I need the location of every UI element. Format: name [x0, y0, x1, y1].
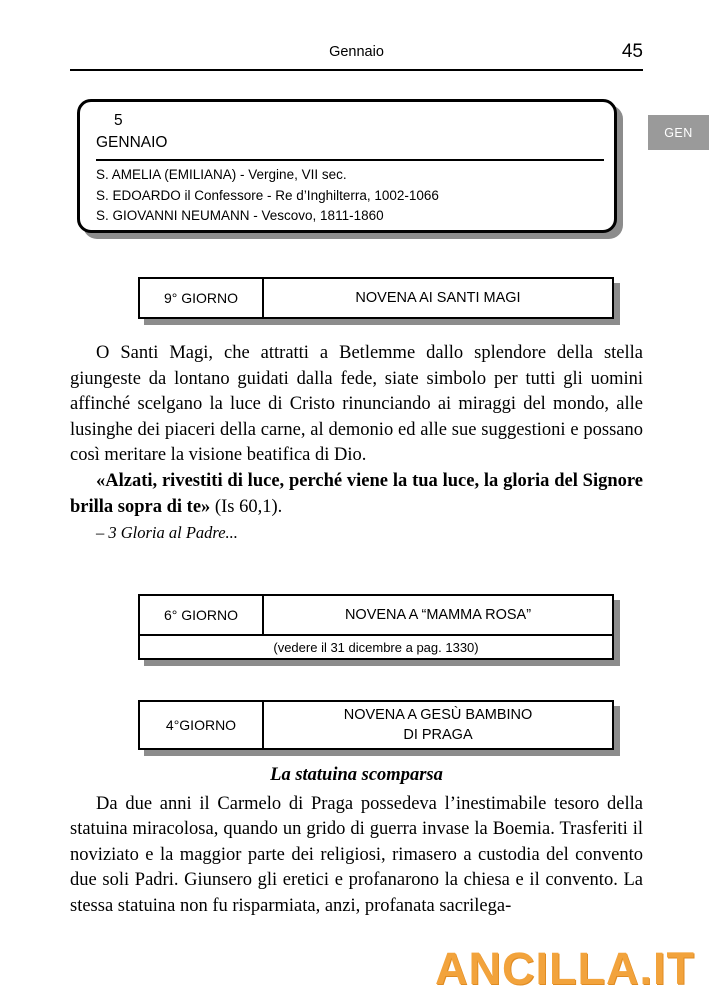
novena-1-day-label: 9° GIORNO	[140, 279, 264, 317]
list-item: S. EDOARDO il Confessore - Re d’Inghilterra, 1002-1066	[96, 187, 439, 203]
novena-3-title	[264, 702, 612, 748]
month-side-tab: GEN	[648, 115, 709, 150]
story-title: La statuina scomparsa	[270, 765, 443, 785]
novena-2-day-label: 6° GIORNO	[140, 596, 264, 634]
novena-3-box	[138, 700, 614, 750]
gloria-line: – 3 Gloria al Padre...	[96, 523, 238, 543]
page-number: 45	[621, 41, 643, 62]
novena-2-row	[140, 596, 612, 634]
list-item: S. GIOVANNI NEUMANN - Vescovo, 1811-1860	[96, 208, 384, 223]
prayer-paragraph: O Santi Magi, che attratti a Betlemme dallo splendore della stella giungeste da lontano guidati dalla fede, siate simbolo per tutti gli uomini affinché scelgano la luce di Cristo rinunciando ai miraggi del mondo, alle lusinghe dei piaceri della carne, al demonio ed alle sue suggestioni e possano così meritare la visione beatifica di Dio.	[70, 343, 643, 466]
saint-of-the-day-box	[77, 99, 617, 233]
scripture-text: «Alzati, rivestiti di luce, perché viene la tua luce, la gloria del Signore brilla sopra di te»	[70, 470, 643, 517]
watermark-logo: ANCILLA.IT	[435, 943, 695, 994]
novena-santi-magi-block	[138, 277, 620, 325]
saint-box-month: GENNAIO	[96, 134, 168, 151]
scripture-quote	[70, 469, 643, 520]
novena-mamma-rosa-block	[138, 594, 620, 666]
story-paragraph: Da due anni il Carmelo di Praga possedeva l’inestimabile tesoro della statuina miracolosa, quando un grido di guerra invase la Boemia. Trasferiti il noviziato e la maggior parte dei religiosi, rimasero a custodia del convento due soli Padri. Giunsero gli eretici e profanarono la chiesa e il convento. La stessa statuina non fu risparmiata, anzi, profanata sacrilega-	[70, 793, 643, 916]
page-header	[70, 41, 643, 74]
novena-3-day-line1: 4°	[165, 716, 180, 733]
saint-box-divider	[96, 159, 604, 161]
saint-list	[96, 165, 608, 227]
novena-3-row	[140, 702, 612, 748]
novena-3-title-line2: DI PRAGA	[403, 727, 473, 743]
novena-3-day-line2: GIORNO	[179, 716, 237, 733]
novena-1-row	[140, 279, 612, 317]
novena-2-box	[138, 594, 614, 660]
page-title: Gennaio	[329, 44, 384, 60]
novena-1-title: NOVENA AI SANTI MAGI	[355, 290, 521, 306]
prayer-text-block	[70, 341, 643, 546]
novena-2-title: NOVENA A “MAMMA ROSA”	[344, 607, 532, 623]
novena-2-subtitle: (vedere il 31 dicembre a pag. 1330)	[140, 634, 612, 658]
novena-3-day-label	[140, 702, 264, 748]
list-item: S. AMELIA (EMILIANA) - Vergine, VII sec.	[96, 167, 347, 182]
header-divider	[70, 69, 643, 71]
novena-gesu-bambino-block	[138, 700, 620, 756]
novena-1-box	[138, 277, 614, 319]
novena-3-title-line1: NOVENA A GESÙ BAMBINO	[343, 707, 533, 723]
scripture-reference: (Is 60,1).	[210, 496, 283, 517]
saint-box-day: 5	[114, 112, 123, 129]
story-block	[70, 763, 643, 920]
